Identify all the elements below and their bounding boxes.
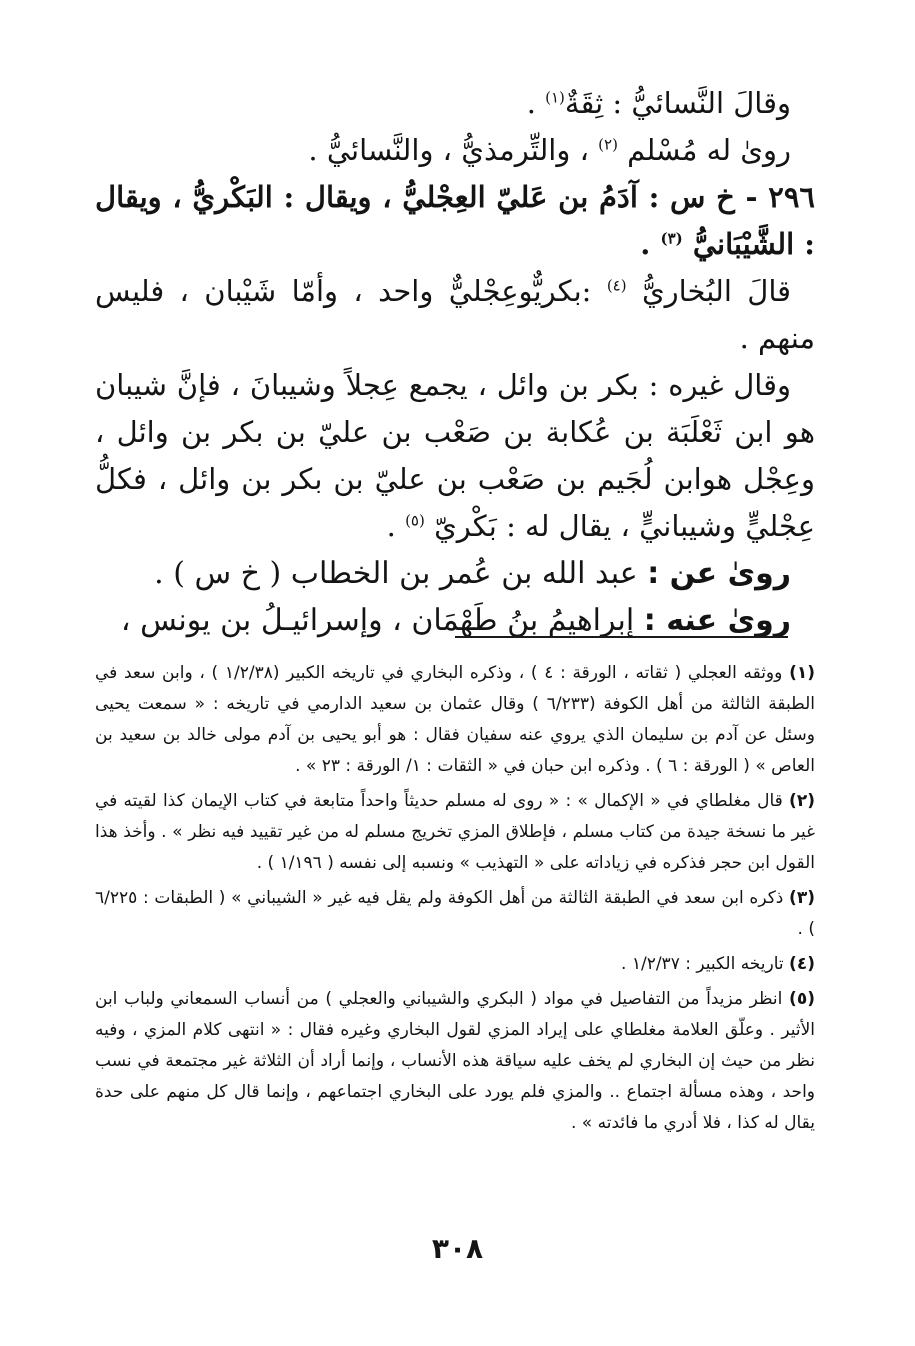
footnote-text: ذكره ابن سعد في الطبقة الثالثة من أهل الكوفة ولم يقل فيه غير « الشيباني » ( الطبقات : ٦/٢٢٥ ) .: [95, 888, 815, 939]
footnote-number: (١): [789, 663, 816, 683]
footnote-ref-1[interactable]: (١): [545, 88, 565, 107]
footnote-ref-5[interactable]: (٥): [405, 511, 425, 530]
bukhari-text-b: :بكريٌّوعِجْليٌّ واحد ، وأمّا شَيْبان ، فليس منهم .: [95, 274, 815, 355]
footnote-2: [95, 786, 815, 879]
footnote-4: [95, 949, 815, 980]
footnote-5: [95, 984, 815, 1139]
footnotes: [95, 658, 815, 1143]
narrated-from-text: عبد الله بن عُمر بن الخطاب ( خ س ) .: [154, 556, 648, 591]
bukhari-text-a: قالَ البُخاريُّ: [641, 274, 792, 308]
entry-end: .: [640, 227, 661, 261]
footnote-text: انظر مزيداً من التفاصيل في مواد ( البكري والشيباني والعجلي ) من أنساب السمعاني ولباب ابن الأثير . وعلّق العلامة مغلطاي على إيراد المزي لقول البخاري وغيره فقال : « انتهى كلام المزي ، وفيه نظر من حيث إن البخاري لم يخف عليه سياقة هذه الأنساب ، وإنما أراد أن الثلاثة غير مجتمعة في نسب واحد ، وهذه مسألة اجتماع .. والمزي فلم يورد على البخاري اجتماعهم ، وإنما قال كل منهم على حدة يقال له كذا ، فلا أدري ما فائدته » .: [95, 989, 815, 1133]
other-statement: [95, 362, 815, 550]
footnote-separator: [455, 636, 788, 638]
other-text: وقال غيره : بكر بن وائل ، يجمع عِجلاً وشيبانَ ، فإنَّ شيبان هو ابن ثَعْلَبَة بن عُكابة بن صَعْب بن عليّ بن بكر بن وائل ، وعِجْل هوابن لُجَيم بن صَعْب بن عليّ بن بكر بن وائل ، فكلُّ عِجْليٍّ وشيبانيٍّ ، يقال له : بَكْريّ: [95, 368, 815, 543]
footnote-number: (٢): [789, 791, 815, 811]
narrators-line: [95, 127, 815, 174]
narrated-from-label: روىٰ عن :: [647, 556, 791, 591]
narrated-by-text: إبراهيمُ بنُ طَهْمَان ، وإسرائيـلُ بن يونس ،: [120, 603, 644, 638]
bukhari-statement: [95, 268, 815, 362]
footnote-text: قال مغلطاي في « الإكمال » : « روى له مسلم حديثاً واحداً متابعة في كتاب الإيمان كذا لقيته في غير ما نسخة جيدة من كتاب مسلم ، فإطلاق المزي تخريج مسلم له من غير تقييد فيه نظر » . وأخذ هذا القول ابن حجر فذكره في زياداته على « التهذيب » ونسبه إلى نفسه ( ١/١٩٦ ) .: [95, 791, 815, 873]
entry-number: ٢٩٦: [768, 180, 815, 214]
line-end: .: [526, 86, 546, 120]
nasai-text: وقالَ النَّسائيُّ : ثِقَةٌ: [564, 86, 791, 120]
narrated-by-label: روىٰ عنه :: [643, 603, 791, 638]
narrators-text-b: ، والتِّرمذيُّ ، والنَّسائيُّ .: [308, 133, 599, 167]
footnote-number: (٥): [789, 989, 815, 1009]
footnote-number: (٣): [789, 888, 815, 908]
footnote-ref-3[interactable]: (٣): [660, 229, 683, 248]
footnote-number: (٤): [789, 954, 815, 974]
footnote-ref-4[interactable]: (٤): [606, 276, 627, 295]
other-end: .: [386, 509, 406, 543]
nasai-statement: [95, 80, 815, 127]
narrators-text-a: روىٰ له مُسْلم: [627, 133, 791, 167]
footnote-text: ووثقه العجلي ( ثقاته ، الورقة : ٤ ) ، وذكره البخاري في تاريخه الكبير (١/٢/٣٨ ) ، وابن سعد في الطبقة الثالثة من أهل الكوفة (٦/٢٣٣ ) وقال عثمان بن سعيد الدارمي في تاريخه : « سمعت يحيى وسئل عن آدم بن سليمان الذي يروي عنه سفيان فقال : هو أبو يحيى بن آدم مولى خالد بن سعيد بن العاص » ( الورقة : ٦ ) . وذكره ابن حبان في « الثقات : ١/ الورقة : ٢٣ » .: [95, 663, 815, 776]
footnote-3: [95, 883, 815, 945]
entry-name: - خ س : آدَمُ بن عَليّ العِجْليُّ ، ويقال : البَكْريُّ ، ويقال : الشَّيْبَانيُّ: [95, 180, 815, 261]
main-text: [95, 80, 815, 644]
narrated-from: [95, 550, 815, 597]
footnote-1: [95, 658, 815, 782]
footnote-ref-2[interactable]: (٢): [598, 135, 618, 154]
page-number: ٣٠٨: [431, 1232, 484, 1265]
entry-heading: [95, 174, 815, 268]
footnote-text: تاريخه الكبير : ١/٢/٣٧ .: [621, 954, 790, 974]
